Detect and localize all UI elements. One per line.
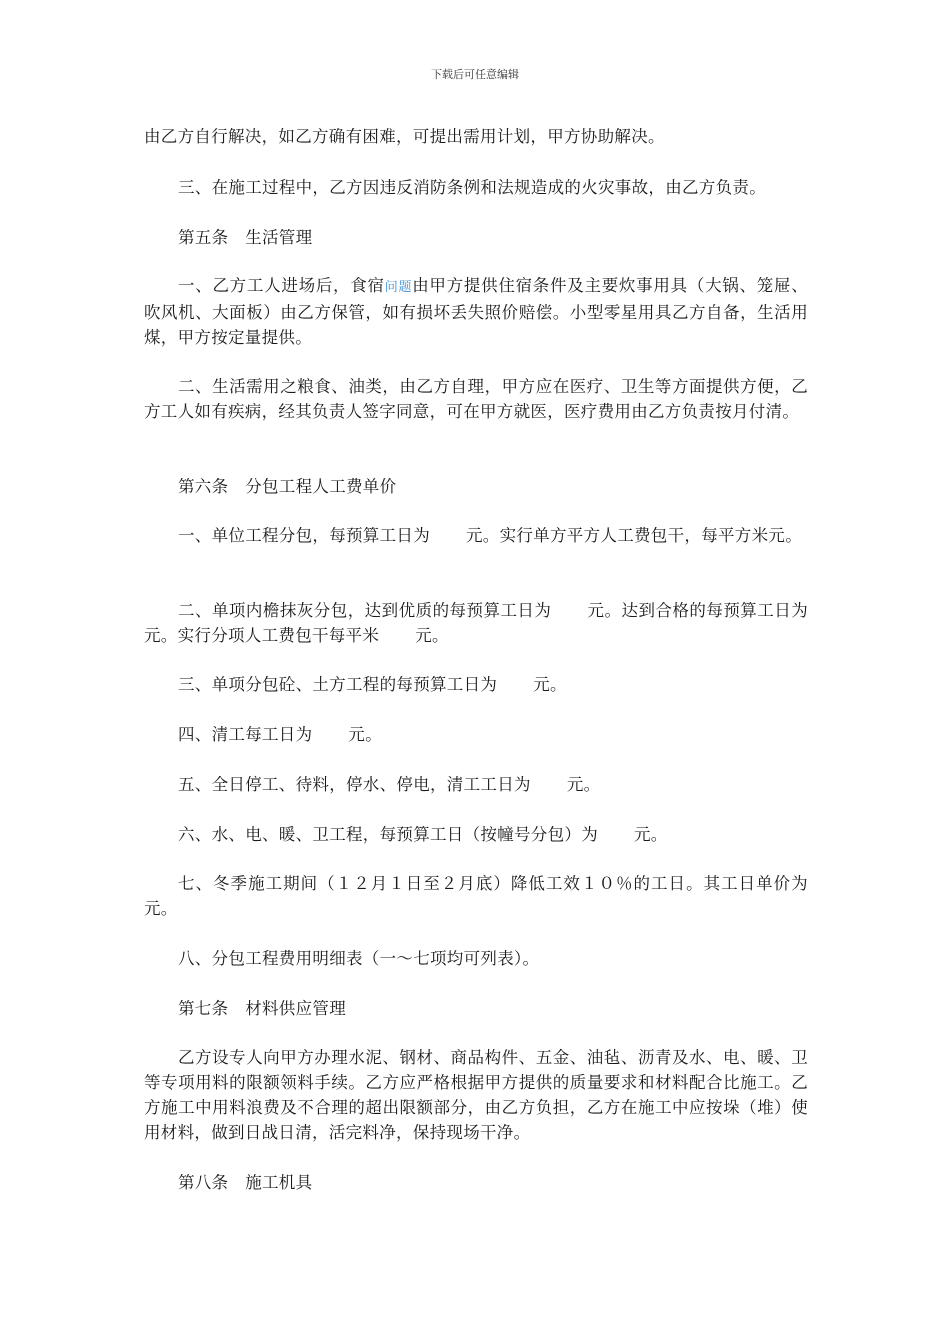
paragraph: 五、全日停工、待料，停水、停电，清工工日为 元。 (178, 775, 601, 794)
paragraph: 三、单项分包砼、土方工程的每预算工日为 元。 (178, 675, 567, 694)
inline-link[interactable]: 问题 (384, 280, 413, 295)
section-title: 第七条 材料供应管理 (178, 999, 346, 1018)
paragraph: 一、乙方工人进场后，食宿问题由甲方提供住宿条件及主要炊事用具（大锅、笼屉、吹风机、大面板）由乙方保管，如有损坏丢失照价赔偿。小型零星用具乙方自备，生活用煤，甲方按定量提供。 (144, 276, 808, 347)
paragraph: 由乙方自行解决，如乙方确有困难，可提出需用计划，甲方协助解决。 (144, 127, 665, 146)
paragraph: 八、分包工程费用明细表（一～七项均可列表）。 (178, 949, 540, 968)
page-header: 下载后可任意编辑 (431, 68, 519, 81)
paragraph: 乙方设专人向甲方办理水泥、钢材、商品构件、五金、油毡、沥青及水、电、暖、卫等专项用料的限额领料手续。乙方应严格根据甲方提供的质量要求和材料配合比施工。乙方施工中用料浪费及不合理的超出限额部分，由乙方负担，乙方在施工中应按垛（堆）使用材料，做到日战日清，活完料净，保持现场干净。 (144, 1048, 808, 1142)
paragraph: 三、在施工过程中，乙方因违反消防条例和法规造成的火灾事故，由乙方负责。 (178, 178, 766, 197)
paragraph: 六、水、电、暖、卫工程，每预算工日（按幢号分包）为 元。 (178, 825, 668, 844)
section-title: 第八条 施工机具 (178, 1173, 313, 1192)
section-title: 第六条 分包工程人工费单价 (178, 477, 397, 496)
paragraph: 四、清工每工日为 元。 (178, 725, 383, 744)
paragraph: 一、单位工程分包，每预算工日为 元。实行单方平方人工费包干，每平方米元。 (178, 526, 802, 545)
paragraph: 二、生活需用之粮食、油类，由乙方自理，甲方应在医疗、卫生等方面提供方便，乙方工人如有疾病，经其负责人签字同意，可在甲方就医，医疗费用由乙方负责按月付清。 (144, 377, 808, 421)
section-title: 第五条 生活管理 (178, 228, 313, 247)
paragraph: 二、单项内檐抹灰分包，达到优质的每预算工日为 元。达到合格的每预算工日为元。实行分项人工费包干每平米 元。 (144, 601, 808, 645)
paragraph: 七、冬季施工期间（１２月１日至２月底）降低工效１０％的工日。其工日单价为元。 (144, 874, 808, 918)
